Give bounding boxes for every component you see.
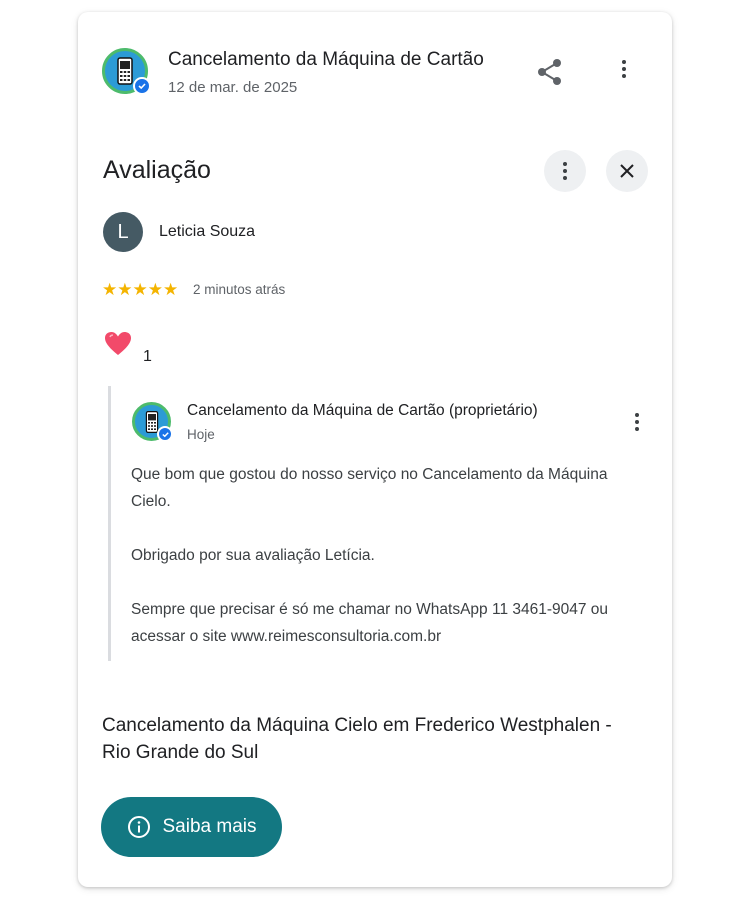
reviewer-name[interactable]: Leticia Souza [159,223,256,240]
close-button[interactable] [606,150,648,192]
reply-divider [108,386,111,661]
share-button[interactable] [534,56,566,88]
owner-name[interactable]: Cancelamento da Máquina de Cartão (proprietário) [187,402,538,419]
star-rating: ★★★★★ [102,280,179,299]
verified-icon [133,77,151,95]
info-icon [127,815,151,839]
reply-paragraph: Obrigado por sua avaliação Letícia. [131,547,375,564]
review-options-button[interactable] [544,150,586,192]
verified-icon [157,426,173,442]
reaction-count: 1 [143,348,152,365]
business-description: Cancelamento da Máquina Cielo em Frederico Westphalen - Rio Grande do Sul [102,715,612,763]
review-card [78,12,672,887]
review-date: 12 de mar. de 2025 [168,79,298,96]
business-name[interactable]: Cancelamento da Máquina de Cartão [168,49,484,70]
share-icon [534,56,566,88]
more-vert-icon[interactable] [631,413,643,431]
reply-paragraph: Sempre que precisar é só me chamar no WhatsApp 11 3461-9047 ou acessar o site www.reimesconsultoria.com.br [131,601,609,645]
reply-paragraph: Que bom que gostou do nosso serviço no Cancelamento da Máquina Cielo. [131,466,608,510]
business-avatar[interactable] [102,48,148,94]
section-title: Avaliação [103,156,211,184]
owner-avatar[interactable] [132,402,171,441]
reply-time: Hoje [187,427,215,442]
review-time: 2 minutos atrás [193,282,286,297]
phone-icon [115,57,135,85]
saiba-mais-button[interactable] [101,797,282,857]
avatar[interactable]: L [103,212,143,252]
heart-icon [104,331,132,357]
more-vert-icon[interactable] [618,60,630,78]
saiba-mais-label: Saiba mais [162,816,257,837]
heart-reaction-button[interactable] [104,331,132,357]
more-vert-icon [563,162,567,180]
close-icon [619,163,635,179]
